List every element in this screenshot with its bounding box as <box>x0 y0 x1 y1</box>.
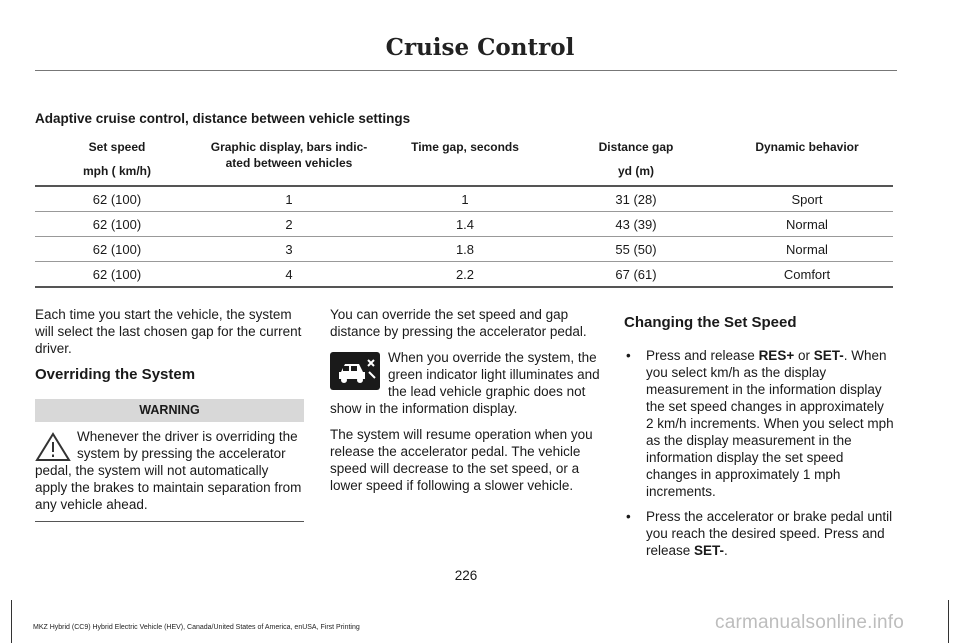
instruction-list <box>624 347 894 559</box>
table-cell: Sport <box>721 186 893 212</box>
column-header: Time gap, seconds <box>411 140 519 154</box>
table-cell: 2 <box>199 212 379 237</box>
intro-paragraph: Each time you start the vehicle, the system will select the last chosen gap for the current driver. <box>35 307 302 356</box>
column-header: Distance gap yd (m) <box>598 140 674 178</box>
column-header: Set speed mph ( km/h) <box>83 140 151 178</box>
settings-table <box>35 135 893 288</box>
column-middle <box>330 306 600 503</box>
table-row <box>35 186 893 212</box>
table-cell: 1 <box>199 186 379 212</box>
table-cell: 62 (100) <box>35 237 199 262</box>
table-cell: Normal <box>721 212 893 237</box>
indicator-paragraph-block <box>330 349 600 417</box>
crop-mark <box>948 600 949 643</box>
footer-text: MKZ Hybrid (CC9) Hybrid Electric Vehicle (HEV), Canada/United States of America, enUSA, First Printing <box>33 624 360 631</box>
crop-mark <box>11 600 12 643</box>
override-paragraph: You can override the set speed and gap distance by pressing the accelerator pedal. <box>330 307 587 339</box>
column-left <box>35 306 304 522</box>
control-name: SET- <box>813 348 844 363</box>
bullet-icon: • <box>626 509 631 524</box>
table-cell: 55 (50) <box>551 237 721 262</box>
warning-box <box>35 428 304 522</box>
list-item: • Press the accelerator or brake pedal until you reach the desired speed. Press and release SET-. <box>626 509 893 558</box>
table-title: Adaptive cruise control, distance between vehicle settings <box>35 111 411 126</box>
table-header-row <box>35 135 893 186</box>
table-row <box>35 262 893 288</box>
table-cell: 1.8 <box>379 237 551 262</box>
header-divider <box>35 70 897 71</box>
bullet-icon: • <box>626 348 631 363</box>
adaptive-cruise-vehicle-icon <box>330 352 380 390</box>
indicator-paragraph: When you override the system, the green indicator light illuminates and the lead vehicle graphic does not show in the information display. <box>330 350 600 416</box>
watermark: carmanualsonline.info <box>715 612 905 633</box>
warning-label: WARNING <box>35 399 304 422</box>
page-number: 226 <box>454 568 478 583</box>
table-cell: 4 <box>199 262 379 288</box>
warning-text: Whenever the driver is overriding the system by pressing the accelerator pedal, the system will not automatically apply the brakes to maintain separation from any vehicle ahead. <box>35 429 302 512</box>
table-cell: 43 (39) <box>551 212 721 237</box>
table-cell: Comfort <box>721 262 893 288</box>
table-cell: 62 (100) <box>35 212 199 237</box>
table-cell: 62 (100) <box>35 186 199 212</box>
table-cell: Normal <box>721 237 893 262</box>
section-heading-changing-speed: Changing the Set Speed <box>624 314 797 331</box>
table-cell: 2.2 <box>379 262 551 288</box>
list-item: • Press and release RES+ or SET-. When you select km/h as the display measurement in the information display the set speed changes in approximately 2 km/h increments. When you select mph as the display measurement in the information display the set speed changes in approximately 1 mph increments. <box>626 348 894 499</box>
column-header: Dynamic behavior <box>755 140 859 154</box>
table-cell: 1.4 <box>379 212 551 237</box>
table-cell: 3 <box>199 237 379 262</box>
resume-paragraph: The system will resume operation when you release the accelerator pedal. The vehicle speed will decrease to the set speed, or a lower speed if following a slower vehicle. <box>330 427 593 493</box>
table-row <box>35 237 893 262</box>
table-cell: 67 (61) <box>551 262 721 288</box>
column-right <box>624 306 894 567</box>
table-cell: 31 (28) <box>551 186 721 212</box>
page-title: Cruise Control <box>385 34 575 61</box>
table-row <box>35 212 893 237</box>
section-heading-overriding: Overriding the System <box>35 366 196 383</box>
warning-triangle-icon <box>35 432 71 462</box>
table-cell: 1 <box>379 186 551 212</box>
table-cell: 62 (100) <box>35 262 199 288</box>
control-name: RES+ <box>758 348 795 363</box>
column-header: Graphic display, bars indic-ated between vehicles <box>210 140 368 170</box>
control-name: SET- <box>694 543 725 558</box>
